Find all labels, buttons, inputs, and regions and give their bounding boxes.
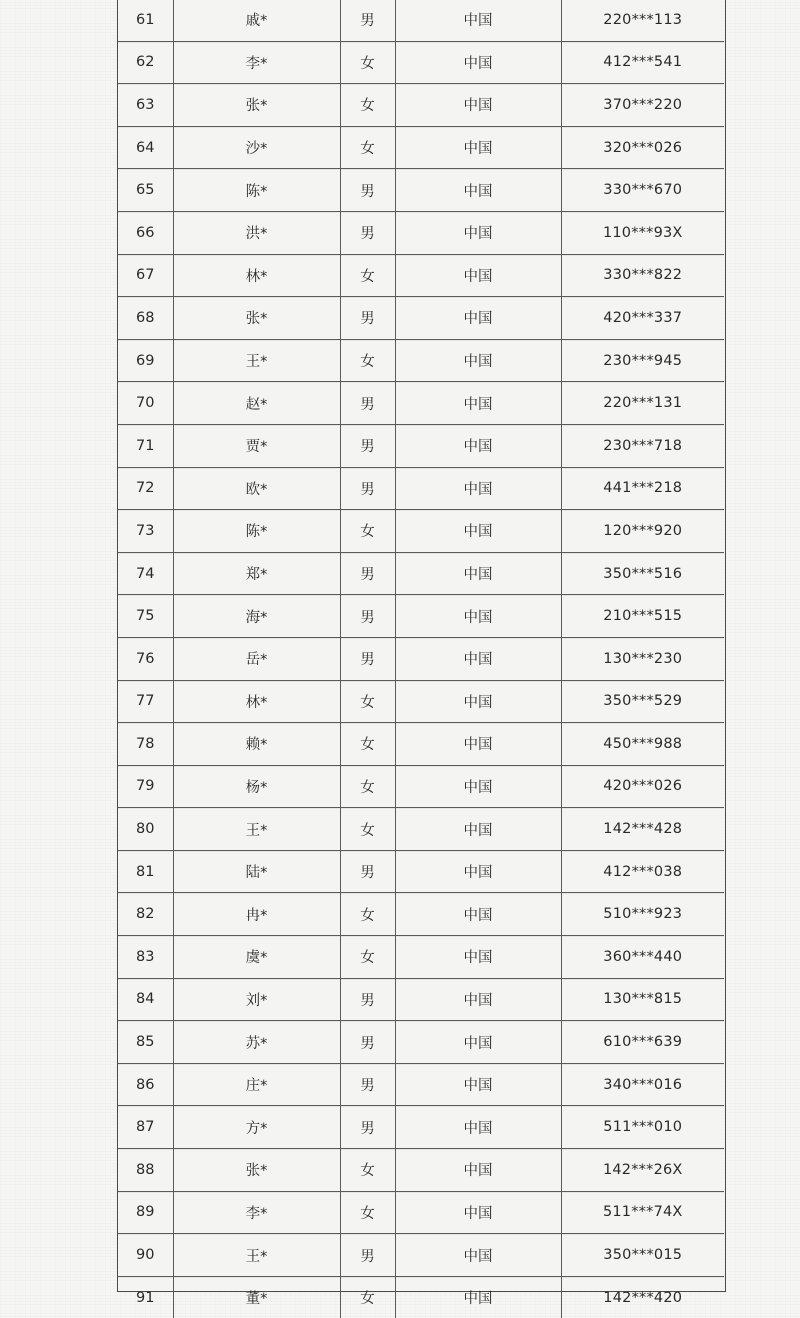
table-row — [118, 637, 724, 680]
table-row — [118, 552, 724, 595]
table-row — [118, 1021, 724, 1064]
table-row — [118, 850, 724, 893]
country-cell: 中国 — [395, 808, 561, 851]
gender-cell: 女 — [340, 723, 395, 766]
name-cell: 赵* — [173, 382, 340, 425]
name-cell: 戚* — [173, 0, 340, 41]
name-cell: 洪* — [173, 211, 340, 254]
country-cell: 中国 — [395, 1276, 561, 1318]
name-cell: 海* — [173, 595, 340, 638]
country-cell: 中国 — [395, 1149, 561, 1192]
row-number-cell: 78 — [118, 723, 173, 766]
country-cell: 中国 — [395, 680, 561, 723]
country-cell: 中国 — [395, 169, 561, 212]
id-number-cell: 350***529 — [561, 680, 724, 723]
table-row — [118, 1063, 724, 1106]
row-number-cell: 90 — [118, 1234, 173, 1277]
gender-cell: 女 — [340, 765, 395, 808]
gender-cell: 男 — [340, 0, 395, 41]
id-number-cell: 360***440 — [561, 936, 724, 979]
row-number-cell: 65 — [118, 169, 173, 212]
row-number-cell: 74 — [118, 552, 173, 595]
name-cell: 王* — [173, 1234, 340, 1277]
gender-cell: 女 — [340, 936, 395, 979]
name-cell: 张* — [173, 1149, 340, 1192]
table-row — [118, 595, 724, 638]
id-number-cell: 511***010 — [561, 1106, 724, 1149]
id-number-cell: 510***923 — [561, 893, 724, 936]
id-number-cell: 220***113 — [561, 0, 724, 41]
gender-cell: 男 — [340, 211, 395, 254]
table-row — [118, 467, 724, 510]
row-number-cell: 76 — [118, 637, 173, 680]
row-number-cell: 75 — [118, 595, 173, 638]
table-row — [118, 382, 724, 425]
row-number-cell: 81 — [118, 850, 173, 893]
country-cell: 中国 — [395, 211, 561, 254]
country-cell: 中国 — [395, 552, 561, 595]
name-cell: 沙* — [173, 126, 340, 169]
row-number-cell: 89 — [118, 1191, 173, 1234]
gender-cell: 女 — [340, 510, 395, 553]
id-number-cell: 130***230 — [561, 637, 724, 680]
name-cell: 林* — [173, 680, 340, 723]
id-number-cell: 142***428 — [561, 808, 724, 851]
name-cell: 欧* — [173, 467, 340, 510]
country-cell: 中国 — [395, 1191, 561, 1234]
table-row — [118, 84, 724, 127]
row-number-cell: 79 — [118, 765, 173, 808]
row-number-cell: 61 — [118, 0, 173, 41]
row-number-cell: 67 — [118, 254, 173, 297]
id-number-cell: 110***93X — [561, 211, 724, 254]
id-number-cell: 120***920 — [561, 510, 724, 553]
table-row — [118, 978, 724, 1021]
country-cell: 中国 — [395, 1234, 561, 1277]
table-row — [118, 510, 724, 553]
id-number-cell: 420***337 — [561, 297, 724, 340]
gender-cell: 女 — [340, 680, 395, 723]
gender-cell: 女 — [340, 893, 395, 936]
row-number-cell: 84 — [118, 978, 173, 1021]
gender-cell: 男 — [340, 1106, 395, 1149]
gender-cell: 男 — [340, 552, 395, 595]
gender-cell: 男 — [340, 424, 395, 467]
id-number-cell: 420***026 — [561, 765, 724, 808]
table-row — [118, 1149, 724, 1192]
table-row — [118, 211, 724, 254]
table-row — [118, 680, 724, 723]
name-cell: 陈* — [173, 510, 340, 553]
row-number-cell: 68 — [118, 297, 173, 340]
gender-cell: 女 — [340, 41, 395, 84]
name-cell: 陆* — [173, 850, 340, 893]
gender-cell: 男 — [340, 595, 395, 638]
name-cell: 杨* — [173, 765, 340, 808]
name-cell: 董* — [173, 1276, 340, 1318]
id-number-cell: 230***718 — [561, 424, 724, 467]
id-number-cell: 511***74X — [561, 1191, 724, 1234]
row-number-cell: 77 — [118, 680, 173, 723]
name-cell: 李* — [173, 1191, 340, 1234]
id-number-cell: 320***026 — [561, 126, 724, 169]
row-number-cell: 69 — [118, 339, 173, 382]
id-number-cell: 340***016 — [561, 1063, 724, 1106]
table-row — [118, 339, 724, 382]
id-number-cell: 350***015 — [561, 1234, 724, 1277]
gender-cell: 男 — [340, 850, 395, 893]
country-cell: 中国 — [395, 126, 561, 169]
gender-cell: 男 — [340, 297, 395, 340]
name-cell: 郑* — [173, 552, 340, 595]
name-cell: 庄* — [173, 1063, 340, 1106]
row-number-cell: 80 — [118, 808, 173, 851]
gender-cell: 女 — [340, 339, 395, 382]
gender-cell: 男 — [340, 382, 395, 425]
country-cell: 中国 — [395, 339, 561, 382]
row-number-cell: 88 — [118, 1149, 173, 1192]
name-cell: 陈* — [173, 169, 340, 212]
row-number-cell: 72 — [118, 467, 173, 510]
name-cell: 林* — [173, 254, 340, 297]
name-cell: 赖* — [173, 723, 340, 766]
country-cell: 中国 — [395, 595, 561, 638]
country-cell: 中国 — [395, 723, 561, 766]
country-cell: 中国 — [395, 424, 561, 467]
row-number-cell: 62 — [118, 41, 173, 84]
country-cell: 中国 — [395, 637, 561, 680]
id-number-cell: 350***516 — [561, 552, 724, 595]
country-cell: 中国 — [395, 978, 561, 1021]
name-cell: 方* — [173, 1106, 340, 1149]
table-row — [118, 41, 724, 84]
table-row — [118, 0, 724, 41]
table-row — [118, 1234, 724, 1277]
country-cell: 中国 — [395, 382, 561, 425]
gender-cell: 男 — [340, 169, 395, 212]
gender-cell: 男 — [340, 1234, 395, 1277]
country-cell: 中国 — [395, 765, 561, 808]
table-row — [118, 169, 724, 212]
country-cell: 中国 — [395, 467, 561, 510]
document-sheet — [117, 0, 726, 1308]
gender-cell: 女 — [340, 1276, 395, 1318]
gender-cell: 女 — [340, 808, 395, 851]
table-row — [118, 1191, 724, 1234]
gender-cell: 女 — [340, 1149, 395, 1192]
gender-cell: 女 — [340, 126, 395, 169]
table-row — [118, 936, 724, 979]
country-cell: 中国 — [395, 936, 561, 979]
name-cell: 苏* — [173, 1021, 340, 1064]
id-number-cell: 412***038 — [561, 850, 724, 893]
table-row — [118, 1276, 724, 1318]
row-number-cell: 83 — [118, 936, 173, 979]
roster-table-body — [118, 0, 724, 1318]
country-cell: 中国 — [395, 893, 561, 936]
id-number-cell: 370***220 — [561, 84, 724, 127]
gender-cell: 男 — [340, 1021, 395, 1064]
id-number-cell: 142***420 — [561, 1276, 724, 1318]
table-row — [118, 1106, 724, 1149]
row-number-cell: 71 — [118, 424, 173, 467]
id-number-cell: 130***815 — [561, 978, 724, 1021]
row-number-cell: 66 — [118, 211, 173, 254]
row-number-cell: 64 — [118, 126, 173, 169]
name-cell: 虞* — [173, 936, 340, 979]
name-cell: 张* — [173, 84, 340, 127]
id-number-cell: 610***639 — [561, 1021, 724, 1064]
row-number-cell: 86 — [118, 1063, 173, 1106]
row-number-cell: 63 — [118, 84, 173, 127]
table-row — [118, 126, 724, 169]
table-row — [118, 297, 724, 340]
country-cell: 中国 — [395, 1063, 561, 1106]
id-number-cell: 330***670 — [561, 169, 724, 212]
name-cell: 王* — [173, 808, 340, 851]
country-cell: 中国 — [395, 254, 561, 297]
country-cell: 中国 — [395, 297, 561, 340]
gender-cell: 男 — [340, 978, 395, 1021]
row-number-cell: 85 — [118, 1021, 173, 1064]
country-cell: 中国 — [395, 41, 561, 84]
name-cell: 张* — [173, 297, 340, 340]
gender-cell: 男 — [340, 1063, 395, 1106]
row-number-cell: 91 — [118, 1276, 173, 1318]
table-row — [118, 254, 724, 297]
country-cell: 中国 — [395, 1106, 561, 1149]
country-cell: 中国 — [395, 510, 561, 553]
gender-cell: 男 — [340, 637, 395, 680]
table-row — [118, 424, 724, 467]
country-cell: 中国 — [395, 84, 561, 127]
country-cell: 中国 — [395, 0, 561, 41]
id-number-cell: 210***515 — [561, 595, 724, 638]
id-number-cell: 450***988 — [561, 723, 724, 766]
gender-cell: 女 — [340, 254, 395, 297]
gender-cell: 男 — [340, 467, 395, 510]
row-number-cell: 73 — [118, 510, 173, 553]
gender-cell: 女 — [340, 84, 395, 127]
row-number-cell: 87 — [118, 1106, 173, 1149]
country-cell: 中国 — [395, 850, 561, 893]
name-cell: 冉* — [173, 893, 340, 936]
table-row — [118, 723, 724, 766]
id-number-cell: 441***218 — [561, 467, 724, 510]
name-cell: 岳* — [173, 637, 340, 680]
name-cell: 王* — [173, 339, 340, 382]
id-number-cell: 142***26X — [561, 1149, 724, 1192]
table-row — [118, 808, 724, 851]
name-cell: 刘* — [173, 978, 340, 1021]
table-row — [118, 765, 724, 808]
row-number-cell: 82 — [118, 893, 173, 936]
row-number-cell: 70 — [118, 382, 173, 425]
name-cell: 贾* — [173, 424, 340, 467]
roster-table — [118, 0, 724, 1318]
table-row — [118, 893, 724, 936]
id-number-cell: 330***822 — [561, 254, 724, 297]
gender-cell: 女 — [340, 1191, 395, 1234]
id-number-cell: 412***541 — [561, 41, 724, 84]
country-cell: 中国 — [395, 1021, 561, 1064]
id-number-cell: 230***945 — [561, 339, 724, 382]
id-number-cell: 220***131 — [561, 382, 724, 425]
name-cell: 李* — [173, 41, 340, 84]
